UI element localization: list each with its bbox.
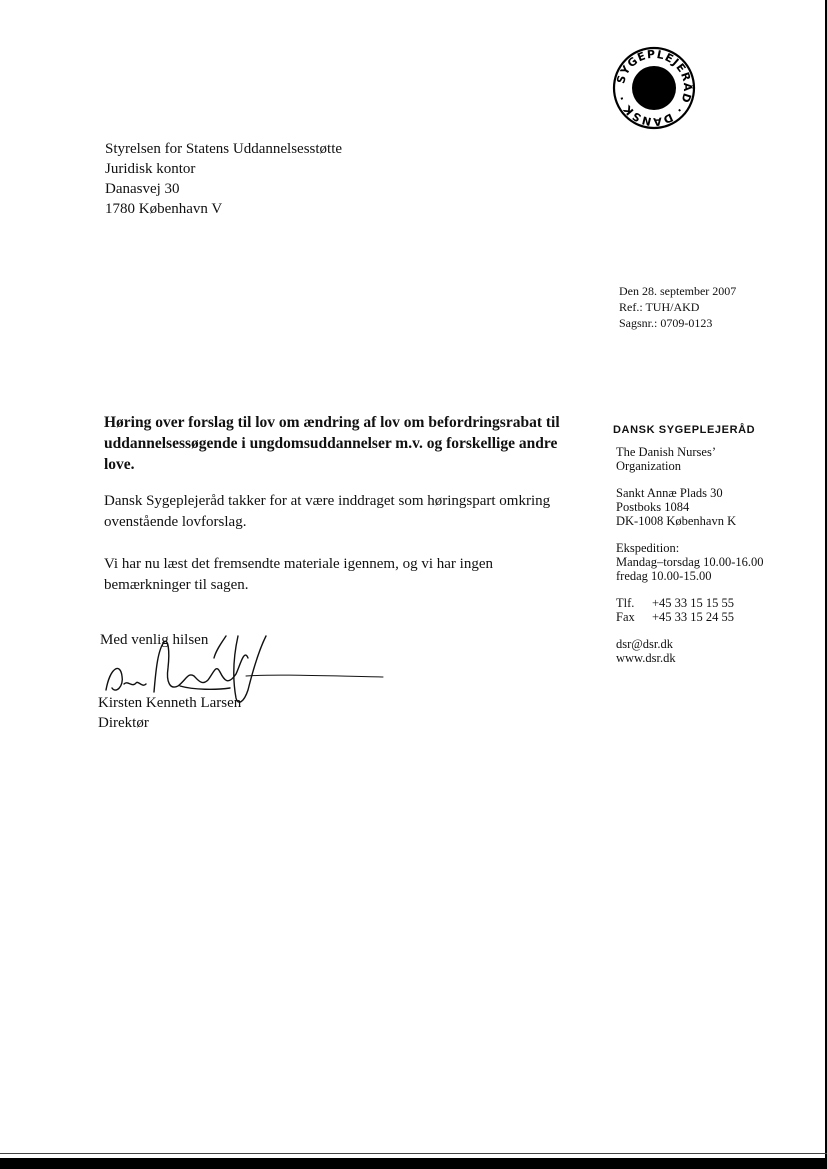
address-line: Sankt Annæ Plads 30	[616, 486, 723, 500]
signer-name: Kirsten Kenneth Larsen	[98, 695, 242, 711]
website-address: www.dsr.dk	[616, 651, 676, 665]
organization-address	[616, 486, 736, 528]
dsr-logo-seal	[612, 46, 696, 130]
address-line: Postboks 1084	[616, 500, 690, 514]
body-paragraph: Vi har nu læst det fremsendte materiale igennem, og vi har ingen bemærkninger til sagen.	[104, 556, 493, 593]
expedition-label: Ekspedition:	[616, 541, 680, 555]
letter-meta	[619, 283, 736, 331]
fax-row	[616, 610, 734, 624]
signer-block	[98, 693, 241, 733]
contact-numbers	[616, 596, 734, 624]
recipient-line: Juridisk kontor	[105, 161, 196, 177]
closing-phrase: Med venlig hilsen	[100, 632, 209, 648]
letter-subject: Høring over forslag til lov om ændring af lov om befordringsrabat til uddannelsessøgende i ungdomsuddannelser m.v. og forskellige andre love.	[104, 414, 560, 473]
recipient-line: 1780 København V	[105, 201, 223, 217]
address-line: DK-1008 København K	[616, 514, 737, 528]
recipient-line: Danasvej 30	[105, 181, 180, 197]
hours-line: fredag 10.00-15.00	[616, 569, 712, 583]
english-name-line: Organization	[616, 459, 682, 473]
organization-name: DANSK SYGEPLEJERÅD	[613, 424, 756, 436]
scan-edge-bottom	[0, 1158, 827, 1169]
english-name-line: The Danish Nurses’	[616, 445, 716, 459]
scan-edge-line	[0, 1153, 827, 1154]
letter-date: Den 28. september 2007	[619, 284, 737, 298]
letter-reference: Ref.: TUH/AKD	[619, 300, 700, 314]
online-contact	[616, 637, 676, 665]
svg-text:SYGEPLEJERÅD · DANSK ·: SYGEPLEJERÅD · DANSK ·	[614, 47, 695, 129]
organization-english-name	[616, 445, 716, 473]
phone-label: Tlf.	[616, 596, 635, 610]
opening-hours	[616, 541, 764, 583]
recipient-line: Styrelsen for Statens Uddannelsesstøtte	[105, 141, 343, 157]
fax-number: +45 33 15 24 55	[652, 610, 735, 624]
phone-row	[616, 596, 734, 610]
email-address: dsr@dsr.dk	[616, 637, 674, 651]
phone-number: +45 33 15 15 55	[652, 596, 735, 610]
fax-label: Fax	[616, 610, 635, 624]
body-paragraph: Dansk Sygeplejeråd takker for at være inddraget som høringspart omkring ovenstående lovforslag.	[104, 493, 551, 530]
case-number: Sagsnr.: 0709-0123	[619, 316, 713, 330]
recipient-address	[105, 139, 342, 219]
hours-line: Mandag–torsdag 10.00-16.00	[616, 555, 764, 569]
signer-title: Direktør	[98, 715, 149, 731]
